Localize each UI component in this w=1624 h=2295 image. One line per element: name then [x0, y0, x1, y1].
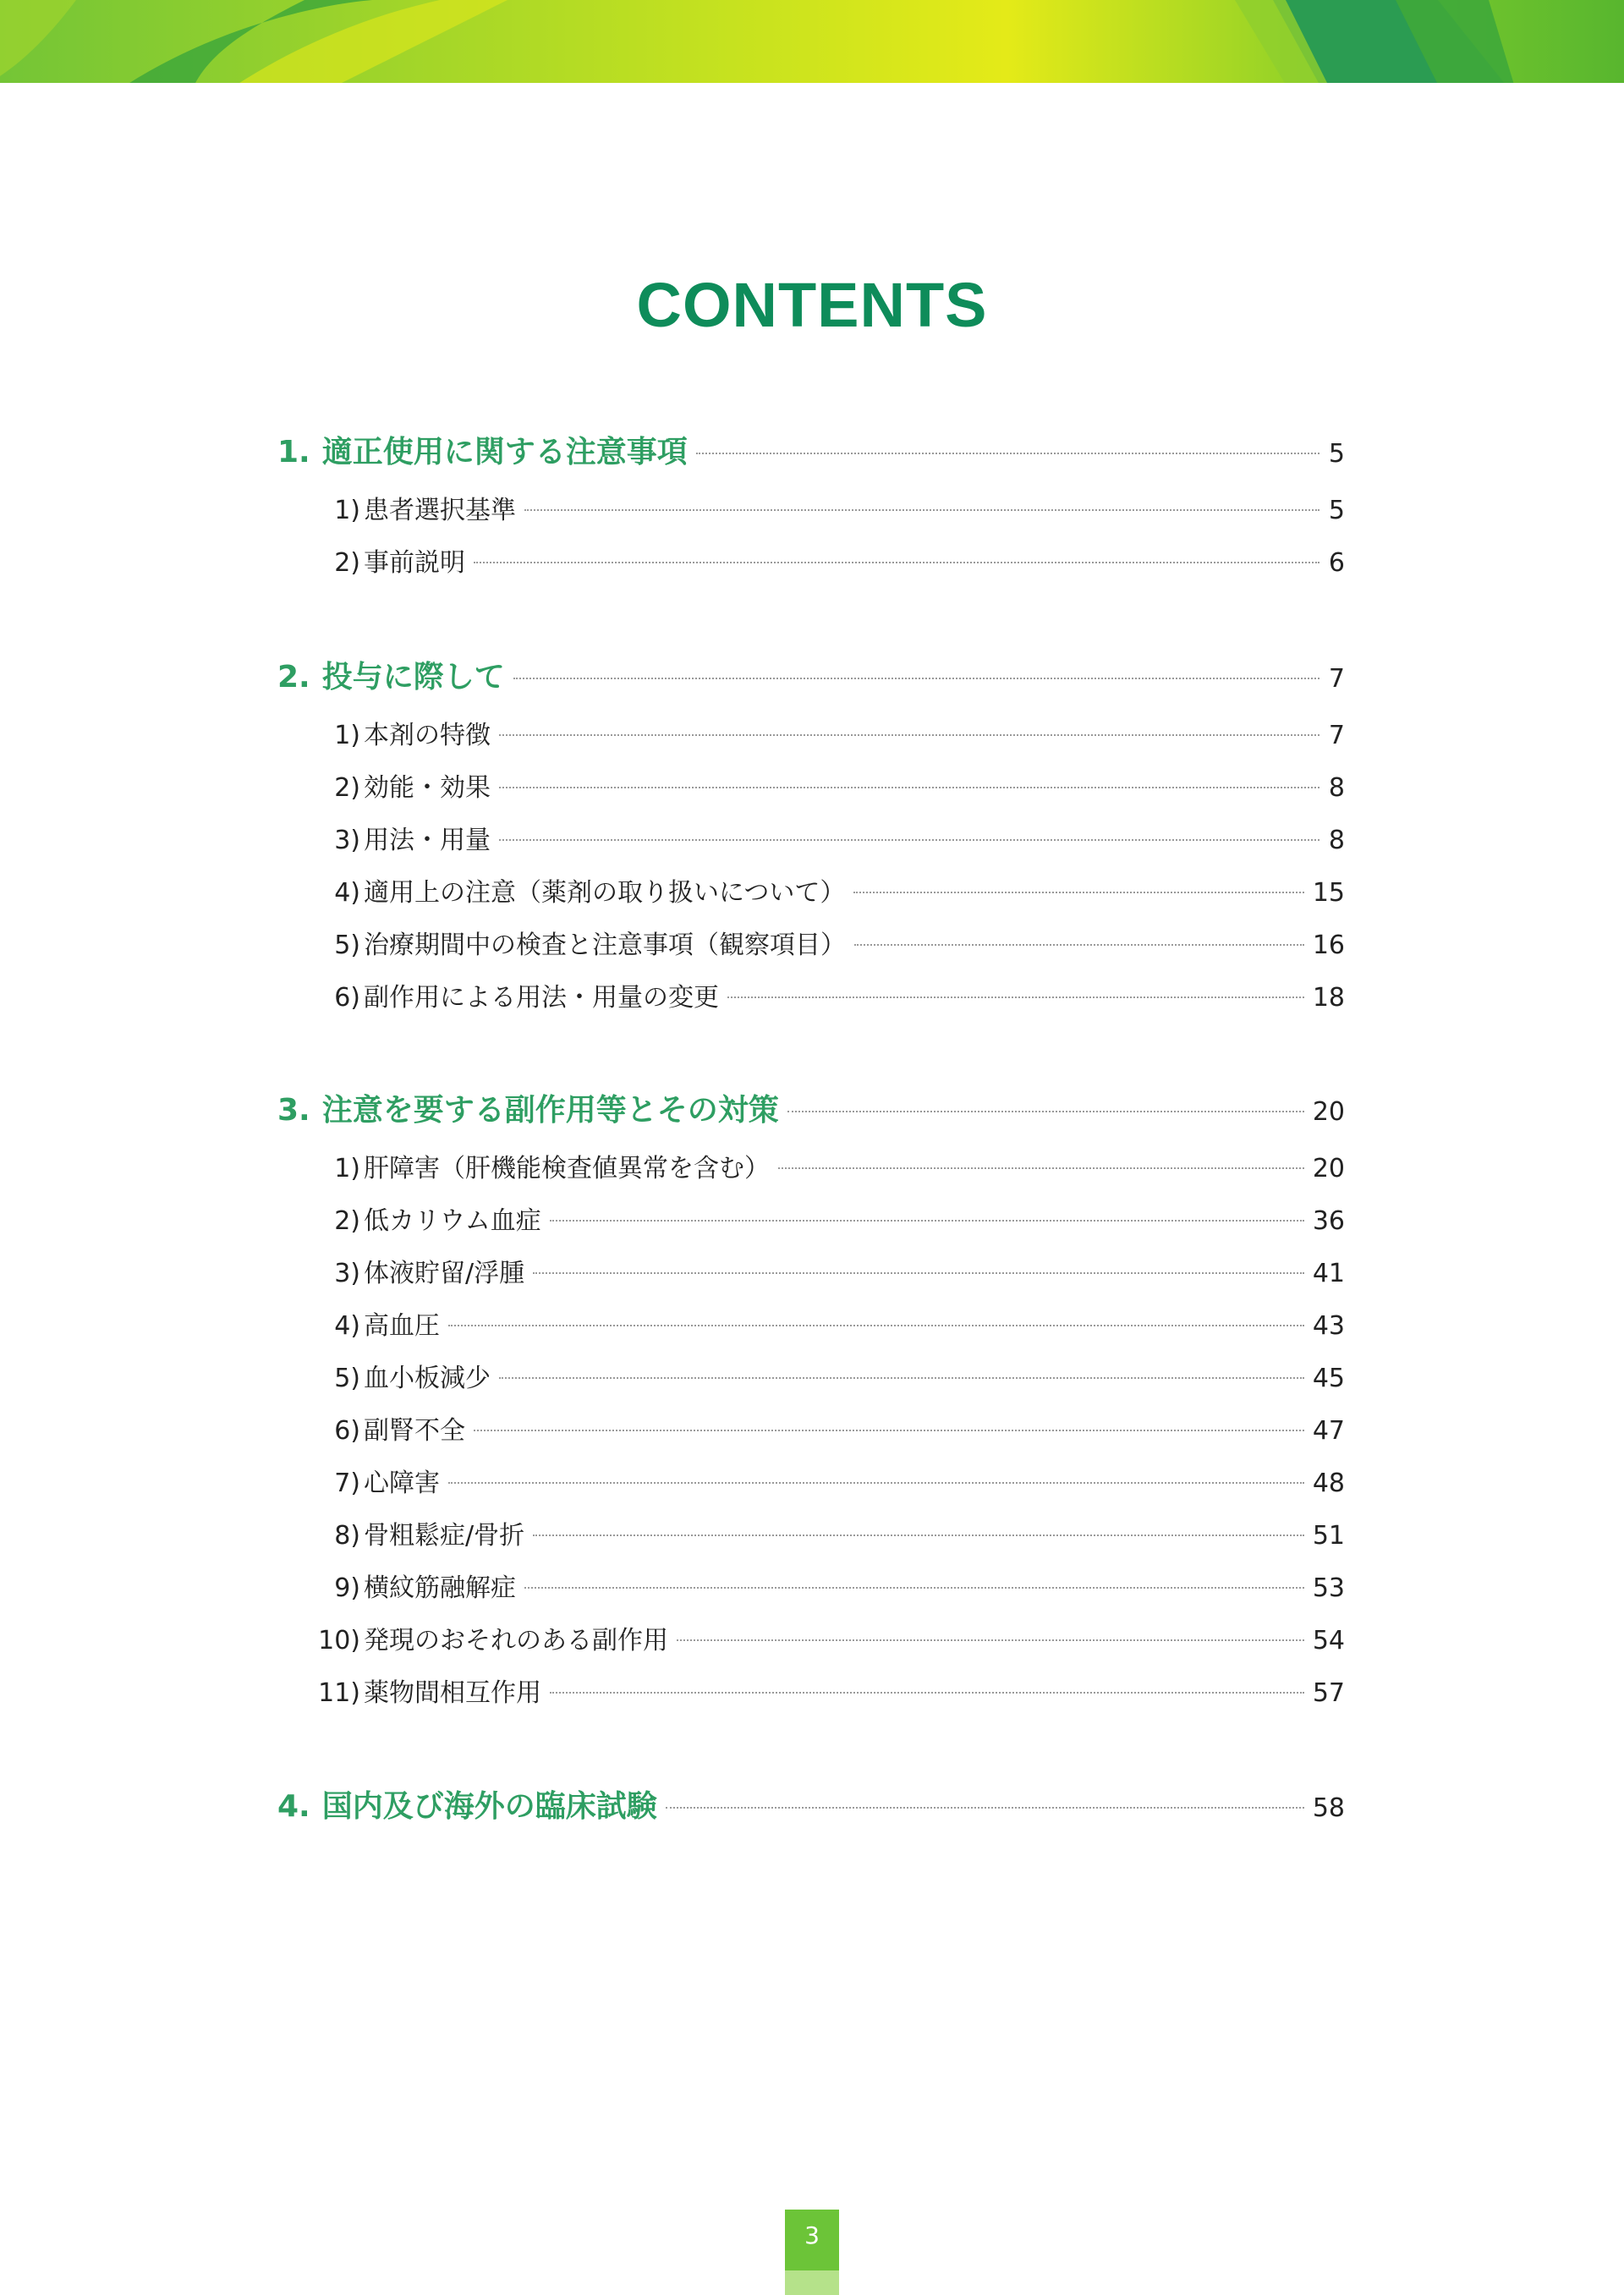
- toc-item-label: 事前説明: [364, 548, 465, 578]
- toc-item-number: 3): [334, 826, 360, 855]
- toc-item: [277, 924, 1345, 961]
- toc-item-number: 5): [334, 1364, 360, 1393]
- dotted-leader: [853, 892, 1303, 893]
- dotted-leader: [474, 562, 1320, 563]
- dotted-leader: [499, 839, 1320, 841]
- toc-item-page: 6: [1328, 548, 1345, 578]
- toc-item: [277, 1409, 1345, 1447]
- toc-item-label: 副作用による用法・用量の変更: [364, 983, 719, 1013]
- toc-item-page: 5: [1328, 496, 1345, 525]
- toc-item-page: 8: [1328, 773, 1345, 803]
- toc-item-number: 8): [334, 1521, 360, 1551]
- toc-section-heading: [277, 1782, 1345, 1826]
- toc-item-label: 心障害: [364, 1469, 440, 1498]
- toc-item-number: 1): [334, 496, 360, 525]
- toc-item-page: 47: [1312, 1416, 1345, 1446]
- dotted-leader: [499, 787, 1320, 788]
- dotted-leader: [533, 1535, 1304, 1536]
- toc-item-page: 7: [1328, 721, 1345, 750]
- dotted-leader: [499, 734, 1320, 736]
- toc-item: [277, 1672, 1345, 1709]
- toc-section-number: 2.: [277, 660, 310, 695]
- toc-item-page: 57: [1312, 1678, 1345, 1708]
- toc-section-title: 投与に際して: [321, 660, 505, 695]
- toc-item-number: 9): [334, 1573, 360, 1603]
- dotted-leader: [778, 1167, 1304, 1169]
- toc-item-page: 15: [1312, 878, 1345, 908]
- toc-item-label: 適用上の注意（薬剤の取り扱いについて）: [364, 878, 846, 908]
- toc-item-label: 骨粗鬆症/骨折: [364, 1521, 525, 1551]
- dotted-leader: [854, 944, 1304, 946]
- toc-item: [277, 976, 1345, 1013]
- toc-item-label: 血小板減少: [364, 1364, 491, 1393]
- toc-section-title: 適正使用に関する注意事項: [321, 435, 688, 469]
- toc-item-page: 16: [1312, 931, 1345, 960]
- toc-item-page: 53: [1312, 1573, 1345, 1603]
- toc-section-heading: [277, 1086, 1345, 1129]
- toc-item-number: 1): [334, 1154, 360, 1183]
- dotted-leader: [524, 509, 1320, 511]
- toc-section-label: [277, 653, 505, 696]
- toc-item-number: 1): [334, 721, 360, 750]
- toc-section-page: 58: [1312, 1793, 1345, 1823]
- toc-item-page: 41: [1312, 1259, 1345, 1288]
- toc-item-page: 18: [1312, 983, 1345, 1013]
- toc-item-number: 2): [334, 773, 360, 803]
- dotted-leader: [550, 1692, 1304, 1694]
- dotted-leader: [727, 997, 1304, 998]
- toc-item-label: 副腎不全: [364, 1416, 465, 1446]
- toc-item: [277, 714, 1345, 751]
- toc-section-heading: [277, 653, 1345, 696]
- dotted-leader: [513, 678, 1320, 679]
- toc-item-number: 6): [334, 983, 360, 1013]
- dotted-leader: [448, 1325, 1304, 1326]
- toc-item-number: 10): [318, 1626, 360, 1655]
- toc-item: [277, 1567, 1345, 1604]
- toc-section-page: 5: [1328, 439, 1345, 469]
- toc-item-number: 4): [334, 878, 360, 908]
- toc-item: [277, 489, 1345, 526]
- toc-item-page: 51: [1312, 1521, 1345, 1551]
- toc-section-number: 4.: [277, 1789, 310, 1824]
- toc-item: [277, 1462, 1345, 1499]
- dotted-leader: [524, 1587, 1304, 1589]
- toc-item: [277, 1147, 1345, 1184]
- toc-section-number: 1.: [277, 435, 310, 469]
- dotted-leader: [787, 1111, 1304, 1112]
- toc-item: [277, 766, 1345, 804]
- toc-item-label: 低カリウム血症: [364, 1206, 541, 1236]
- page-number-box: [785, 2210, 839, 2295]
- toc-item: [277, 541, 1345, 579]
- toc-item-page: 8: [1328, 826, 1345, 855]
- toc-item-number: 4): [334, 1311, 360, 1341]
- page-number-box-bottom: [785, 2270, 839, 2295]
- toc-item: [277, 819, 1345, 856]
- page-title: CONTENTS: [636, 270, 988, 340]
- toc-section-label: [277, 1782, 657, 1826]
- toc-item: [277, 1252, 1345, 1289]
- toc-item-label: 本剤の特徴: [364, 721, 491, 750]
- toc-item-label: 薬物間相互作用: [364, 1678, 541, 1708]
- toc-section-heading: [277, 428, 1345, 471]
- toc-item: [277, 1514, 1345, 1551]
- toc-item-page: 43: [1312, 1311, 1345, 1341]
- toc-item: [277, 1357, 1345, 1394]
- dotted-leader: [448, 1482, 1304, 1484]
- toc-item-page: 54: [1312, 1626, 1345, 1655]
- dotted-leader: [499, 1377, 1304, 1379]
- toc-item: [277, 1619, 1345, 1656]
- toc-item-label: 患者選択基準: [364, 496, 516, 525]
- toc-section-label: [277, 1086, 779, 1129]
- toc-item-label: 用法・用量: [364, 826, 491, 855]
- toc-item-label: 治療期間中の検査と注意事項（観察項目）: [364, 931, 846, 960]
- toc-item-number: 6): [334, 1416, 360, 1446]
- header-banner: [0, 0, 1624, 85]
- toc-section-number: 3.: [277, 1093, 310, 1128]
- toc-section-label: [277, 428, 688, 471]
- toc-item-label: 横紋筋融解症: [364, 1573, 516, 1603]
- dotted-leader: [550, 1220, 1304, 1222]
- toc-item: [277, 871, 1345, 909]
- toc-item-page: 36: [1312, 1206, 1345, 1236]
- toc-item: [277, 1200, 1345, 1237]
- toc-item-page: 20: [1312, 1154, 1345, 1183]
- dotted-leader: [533, 1272, 1304, 1274]
- toc-section-title: 国内及び海外の臨床試験: [321, 1789, 657, 1824]
- toc-item-number: 3): [334, 1259, 360, 1288]
- toc-item-label: 効能・効果: [364, 773, 491, 803]
- toc-item-label: 高血圧: [364, 1311, 440, 1341]
- toc-item-number: 7): [334, 1469, 360, 1498]
- toc-item-page: 45: [1312, 1364, 1345, 1393]
- dotted-leader: [696, 453, 1320, 454]
- toc-item-label: 肝障害（肝機能検査値異常を含む）: [364, 1154, 770, 1183]
- page-number: 3: [804, 2221, 820, 2249]
- toc-item-label: 発現のおそれのある副作用: [364, 1626, 668, 1655]
- toc-item: [277, 1304, 1345, 1342]
- toc-item-number: 2): [334, 548, 360, 578]
- toc-item-number: 2): [334, 1206, 360, 1236]
- toc-section-page: 20: [1312, 1097, 1345, 1127]
- toc-item-page: 48: [1312, 1469, 1345, 1498]
- dotted-leader: [666, 1807, 1304, 1809]
- toc-item-number: 11): [318, 1678, 360, 1708]
- toc-section-page: 7: [1328, 664, 1345, 694]
- toc-section-title: 注意を要する副作用等とその対策: [321, 1093, 779, 1128]
- toc-item-number: 5): [334, 931, 360, 960]
- dotted-leader: [677, 1639, 1304, 1641]
- toc-item-label: 体液貯留/浮腫: [364, 1259, 525, 1288]
- dotted-leader: [474, 1430, 1304, 1431]
